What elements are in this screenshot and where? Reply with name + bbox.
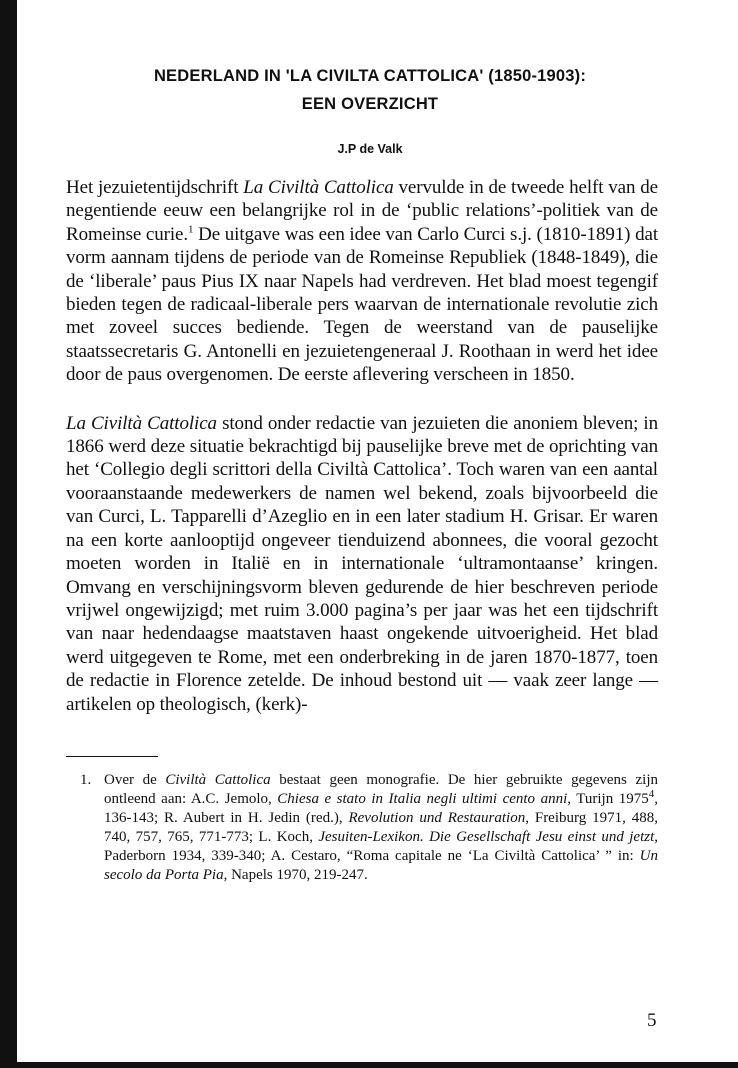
footnote-1 [80, 771, 658, 885]
fn-text-7: , Napels 1970, 219-247. [223, 866, 368, 883]
paragraph-1 [66, 176, 658, 387]
fn-text-5: , Freiburg 1971, 488, 740, 757, 765, 771-773; L. Koch, [104, 809, 658, 845]
author-name: J.P de Valk [337, 142, 403, 156]
fn-text-6: , Paderborn 1934, 339-340; A. Cestaro, “Roma capitale ne ‘La Civiltà Cattolica’ ” in: [104, 828, 658, 864]
fn-italic-4: Jesuiten-Lexikon. Die Gesellschaft Jesu einst und jetzt [318, 828, 655, 845]
fn-italic-5: Un secolo da Porta Pia [104, 847, 658, 883]
title-line-1: NEDERLAND IN 'LA CIVILTA CATTOLICA' (1850-1903): [153, 67, 587, 85]
fn-text-2: bestaat geen monografie. De hier gebruikte gegevens zijn ontleend aan: A.C. Jemolo, [104, 771, 658, 807]
paragraph-2 [66, 412, 658, 716]
footnote-ref-1: 1 [188, 223, 194, 236]
fn-superscript: 4 [648, 787, 655, 800]
footnote-number: 1. [80, 771, 92, 788]
fn-text-1: Over de [104, 771, 166, 788]
fn-text-3: , Turijn 1975 [567, 790, 649, 807]
article-title [74, 62, 666, 118]
footnote-rule [66, 756, 158, 757]
scan-left-edge [0, 0, 17, 1068]
title-line-2: EEN OVERZICHT [301, 95, 439, 113]
page-number: 5 [647, 1010, 657, 1031]
fn-italic-3: Revolution und Restauration [348, 809, 526, 826]
scan-bottom-edge [0, 1062, 738, 1068]
p2-text-b: stond onder redactie van jezuieten die anoniem bleven; in 1866 werd deze situatie bekrachtigd bij pauselijke breve met de oprichting van het ‘Collegio degli scrittori della Civiltà Cattolica’. Toch waren van een aantal vooraanstaande medewerkers de namen wel bekend, zoals bijvoorbeeld die van Curci, L. Tapparelli d’Azeglio en in een later stadium H. Grisar. Er waren na een korte aanlooptijd ongeveer tienduizend abonnees, die vooral gezocht moeten worden in Italië en in internationale ‘ultramontaanse’ kringen. Omvang en verschijningsvorm bleven gedurende de hier beschreven periode vrijwel ongewijzigd; met ruim 3.000 pagina’s per jaar was het een tijdschrift van naar hedendaagse maatstaven haast ongekende uitvoerigheid. Het blad werd uitgegeven te Rome, met een onderbreking in de jaren 1870-1877, toen de redactie in Florence zetelde. De inhoud bestond uit — vaak zeer lange — artikelen op theologisch, (kerk)- [66, 412, 659, 715]
article-page [66, 62, 658, 885]
p1-journal-title: La Civiltà Cattolica [243, 177, 394, 198]
p1-text-c: vervulde in de tweede helft van de negentiende eeuw een belangrijke rol in de ‘public relations’-politiek van de Romeinse curie. [66, 177, 658, 245]
p1-text-a: Het jezuietentijdschrift [66, 177, 244, 198]
fn-italic-2: Chiesa e stato in Italia negli ultimi cento anni [277, 790, 568, 807]
p1-text-e: De uitgave was een idee van Carlo Curci s.j. (1810-1891) dat vorm aannam tijdens de periode van de Romeinse Republiek (1848-1849), die de ‘liberale’ paus Pius IX naar Napels had verdreven. Het blad moest tegengif bieden tegen de radicaal-liberale pers waarvan de internationale revolutie zich met zoveel succes bediende. Tegen de weerstand van de pauselijke staatssecretaris G. Antonelli en jezuietengeneraal J. Roothaan in werd het idee door de paus overgenomen. De eerste aflevering verscheen in 1850. [66, 223, 658, 386]
fn-text-4: , 136-143; R. Aubert in H. Jedin (red.), [104, 790, 658, 826]
p2-journal-title: La Civiltà Cattolica [66, 412, 217, 434]
fn-italic-1: Civiltà Cattolica [165, 771, 271, 788]
